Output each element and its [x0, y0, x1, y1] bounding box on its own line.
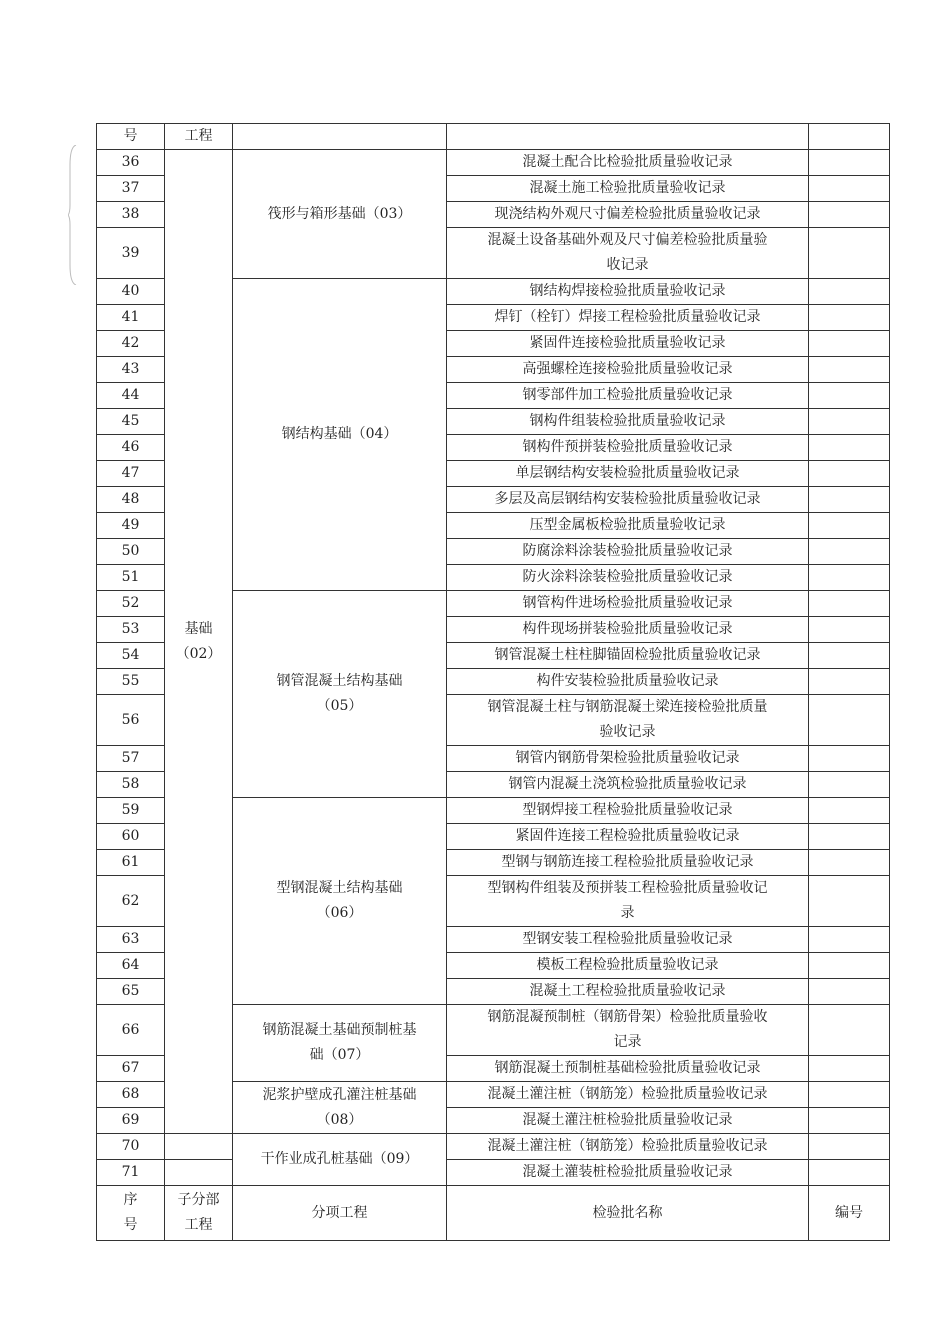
table-row	[97, 1134, 890, 1160]
seq-number-cell: 48	[97, 487, 165, 513]
batch-name-cell	[447, 953, 809, 979]
batch-name-cell	[447, 279, 809, 305]
cell-line: 记录	[613, 1034, 642, 1050]
code-cell	[809, 331, 890, 357]
table-row	[97, 150, 890, 176]
seq-number-cell: 53	[97, 617, 165, 643]
seq-number-cell: 60	[97, 824, 165, 850]
cell-line: 构件现场拼装检验批质量验收记录	[522, 621, 733, 637]
batch-name-cell	[447, 487, 809, 513]
cell-line: 基础	[184, 620, 213, 637]
batch-name-cell	[447, 927, 809, 953]
code-cell	[809, 176, 890, 202]
code-cell	[809, 357, 890, 383]
batch-name-cell	[447, 461, 809, 487]
seq-number-cell: 52	[97, 591, 165, 617]
batch-name-cell	[447, 1056, 809, 1082]
batch-name-cell	[447, 383, 809, 409]
code-cell	[809, 1134, 890, 1160]
cell-line: 子分部	[177, 1192, 220, 1208]
batch-name-cell	[447, 357, 809, 383]
cell-line: 钢管构件进场检验批质量验收记录	[522, 595, 733, 611]
item-project-cell	[233, 591, 447, 798]
header-empty-cell	[233, 124, 447, 150]
code-cell	[809, 876, 890, 927]
seq-number-cell: 51	[97, 565, 165, 591]
seq-number-cell: 38	[97, 202, 165, 228]
cell-line: 构件安装检验批质量验收记录	[536, 673, 719, 689]
batch-name-cell	[447, 409, 809, 435]
code-cell	[809, 1082, 890, 1108]
batch-name-cell	[447, 1108, 809, 1134]
cell-line: 钢筋混凝预制桩（钢筋骨架）检验批质量验收	[487, 1009, 768, 1025]
code-cell	[809, 409, 890, 435]
batch-name-cell	[447, 1005, 809, 1056]
table-row	[97, 1160, 890, 1186]
seq-number-cell: 42	[97, 331, 165, 357]
batch-name-cell	[447, 617, 809, 643]
seq-number-cell: 54	[97, 643, 165, 669]
header-empty-cell	[447, 124, 809, 150]
code-cell	[809, 202, 890, 228]
seq-number-cell: 55	[97, 669, 165, 695]
code-cell	[809, 461, 890, 487]
footer-seq-cell	[97, 1186, 165, 1241]
cell-line: 钢管混凝土柱柱脚锚固检验批质量验收记录	[494, 647, 761, 663]
cell-line: 钢管混凝土柱与钢筋混凝土梁连接检验批质量	[487, 699, 768, 715]
cell-line: 高强螺栓连接检验批质量验收记录	[522, 361, 733, 377]
seq-number-cell: 62	[97, 876, 165, 927]
seq-number-cell: 64	[97, 953, 165, 979]
batch-name-cell	[447, 798, 809, 824]
batch-name-cell	[447, 746, 809, 772]
cell-line: 钢管混凝土结构基础	[276, 673, 403, 689]
header-sub-cell: 工程	[165, 124, 233, 150]
subdivision-cell-empty	[165, 1160, 233, 1186]
seq-number-cell: 71	[97, 1160, 165, 1186]
code-cell	[809, 565, 890, 591]
footer-item-cell: 分项工程	[233, 1186, 447, 1241]
header-seq-cell: 号	[97, 124, 165, 150]
item-project-cell	[233, 150, 447, 279]
cell-line: 工程	[184, 1217, 213, 1233]
cell-line: 混凝土灌装桩检验批质量验收记录	[522, 1164, 733, 1180]
cell-line: 混凝土施工检验批质量验收记录	[529, 180, 726, 196]
cell-line: 混凝土灌注桩检验批质量验收记录	[522, 1112, 733, 1128]
seq-number-cell: 41	[97, 305, 165, 331]
batch-name-cell	[447, 772, 809, 798]
subdivision-cell	[165, 150, 233, 1134]
seq-number-cell: 50	[97, 539, 165, 565]
item-project-cell	[233, 1082, 447, 1134]
item-project-cell	[233, 279, 447, 591]
inspection-batch-table	[96, 123, 890, 1241]
code-cell	[809, 1160, 890, 1186]
seq-number-cell: 65	[97, 979, 165, 1005]
cell-line: 钢结构基础（04）	[281, 426, 398, 442]
batch-name-cell	[447, 876, 809, 927]
cell-line: 钢构件组装检验批质量验收记录	[529, 413, 726, 429]
code-cell	[809, 1108, 890, 1134]
batch-name-cell	[447, 1134, 809, 1160]
cell-line: 混凝土设备基础外观及尺寸偏差检验批质量验	[487, 232, 768, 248]
seq-number-cell: 43	[97, 357, 165, 383]
batch-name-cell	[447, 202, 809, 228]
cell-line: 混凝土灌注桩（钢筋笼）检验批质量验收记录	[487, 1138, 768, 1154]
code-cell	[809, 772, 890, 798]
seq-number-cell: 49	[97, 513, 165, 539]
cell-line: 型钢构件组装及预拼装工程检验批质量验收记	[487, 880, 768, 896]
seq-number-cell: 46	[97, 435, 165, 461]
code-cell	[809, 850, 890, 876]
cell-line: 单层钢结构安装检验批质量验收记录	[515, 465, 740, 481]
cell-line: 录	[620, 905, 635, 921]
seq-number-cell: 39	[97, 228, 165, 279]
batch-name-cell	[447, 850, 809, 876]
batch-name-cell	[447, 331, 809, 357]
code-cell	[809, 927, 890, 953]
partial-header-row	[97, 124, 890, 150]
batch-name-cell	[447, 176, 809, 202]
code-cell	[809, 746, 890, 772]
code-cell	[809, 435, 890, 461]
seq-number-cell: 44	[97, 383, 165, 409]
cell-line: 焊钉（栓钉）焊接工程检验批质量验收记录	[494, 309, 761, 325]
cell-line: 干作业成孔桩基础（09）	[260, 1151, 419, 1167]
item-project-cell	[233, 1134, 447, 1186]
cell-line: 现浇结构外观尺寸偏差检验批质量验收记录	[494, 206, 761, 222]
code-cell	[809, 591, 890, 617]
code-cell	[809, 1056, 890, 1082]
seq-number-cell: 67	[97, 1056, 165, 1082]
cell-line: 防火涂料涂装检验批质量验收记录	[522, 569, 733, 585]
cell-line: 型钢与钢筋连接工程检验批质量验收记录	[501, 854, 754, 870]
cell-line: 号	[123, 1217, 138, 1233]
cell-line: 钢管内混凝土浇筑检验批质量验收记录	[508, 776, 747, 792]
code-cell	[809, 617, 890, 643]
seq-number-cell: 66	[97, 1005, 165, 1056]
cell-line: 钢筋混凝土预制桩基础检验批质量验收记录	[494, 1060, 761, 1076]
code-cell	[809, 824, 890, 850]
cell-line: （08）	[316, 1111, 363, 1128]
code-cell	[809, 1005, 890, 1056]
seq-number-cell: 68	[97, 1082, 165, 1108]
batch-name-cell	[447, 150, 809, 176]
seq-number-cell: 59	[97, 798, 165, 824]
seq-number-cell: 45	[97, 409, 165, 435]
header-empty-cell	[809, 124, 890, 150]
cell-line: 型钢混凝土结构基础	[276, 880, 403, 896]
cell-line: 紧固件连接工程检验批质量验收记录	[515, 828, 740, 844]
cell-line: （06）	[316, 905, 363, 921]
seq-number-cell: 69	[97, 1108, 165, 1134]
cell-line: 钢零部件加工检验批质量验收记录	[522, 387, 733, 403]
batch-name-cell	[447, 591, 809, 617]
footer-batch-cell: 检验批名称	[447, 1186, 809, 1241]
seq-number-cell: 56	[97, 695, 165, 746]
code-cell	[809, 695, 890, 746]
seq-number-cell: 37	[97, 176, 165, 202]
code-cell	[809, 979, 890, 1005]
cell-line: 混凝土灌注桩（钢筋笼）检验批质量验收记录	[487, 1086, 768, 1102]
cell-line: 模板工程检验批质量验收记录	[536, 957, 719, 973]
seq-number-cell: 70	[97, 1134, 165, 1160]
cell-line: 钢构件预拼装检验批质量验收记录	[522, 439, 733, 455]
footer-code-cell: 编号	[809, 1186, 890, 1241]
item-project-cell	[233, 1005, 447, 1082]
seq-number-cell: 40	[97, 279, 165, 305]
code-cell	[809, 279, 890, 305]
cell-line: 收记录	[606, 257, 649, 273]
margin-brace-mark	[68, 145, 78, 285]
code-cell	[809, 953, 890, 979]
cell-line: 钢筋混凝土基础预制桩基	[262, 1022, 417, 1038]
batch-name-cell	[447, 565, 809, 591]
cell-line: 钢结构焊接检验批质量验收记录	[529, 283, 726, 299]
batch-name-cell	[447, 695, 809, 746]
batch-name-cell	[447, 979, 809, 1005]
seq-number-cell: 63	[97, 927, 165, 953]
seq-number-cell: 36	[97, 150, 165, 176]
code-cell	[809, 539, 890, 565]
cell-line: 多层及高层钢结构安装检验批质量验收记录	[494, 491, 761, 507]
cell-line: 防腐涂料涂装检验批质量验收记录	[522, 543, 733, 559]
batch-name-cell	[447, 643, 809, 669]
subdivision-cell-empty	[165, 1134, 233, 1160]
cell-line: 泥浆护壁成孔灌注桩基础	[262, 1086, 417, 1103]
batch-name-cell	[447, 824, 809, 850]
batch-name-cell	[447, 305, 809, 331]
batch-name-cell	[447, 435, 809, 461]
cell-line: （02）	[175, 645, 222, 662]
code-cell	[809, 305, 890, 331]
batch-name-cell	[447, 539, 809, 565]
cell-line: 混凝土配合比检验批质量验收记录	[522, 154, 733, 170]
cell-line: 型钢安装工程检验批质量验收记录	[522, 931, 733, 947]
cell-line: 筏形与箱形基础（03）	[267, 205, 412, 222]
code-cell	[809, 798, 890, 824]
code-cell	[809, 487, 890, 513]
seq-number-cell: 47	[97, 461, 165, 487]
code-cell	[809, 383, 890, 409]
cell-line: 压型金属板检验批质量验收记录	[529, 517, 726, 533]
cell-line: 验收记录	[599, 724, 656, 740]
cell-line: （05）	[316, 698, 363, 714]
cell-line: 序	[123, 1192, 138, 1208]
batch-name-cell	[447, 513, 809, 539]
code-cell	[809, 513, 890, 539]
cell-line: 混凝土工程检验批质量验收记录	[529, 983, 726, 999]
code-cell	[809, 150, 890, 176]
batch-name-cell	[447, 669, 809, 695]
cell-line: 础（07）	[309, 1047, 370, 1063]
cell-line: 钢管内钢筋骨架检验批质量验收记录	[515, 750, 740, 766]
seq-number-cell: 57	[97, 746, 165, 772]
seq-number-cell: 58	[97, 772, 165, 798]
item-project-cell	[233, 798, 447, 1005]
footer-subdivision-cell	[165, 1186, 233, 1241]
batch-name-cell	[447, 1082, 809, 1108]
cell-line: 型钢焊接工程检验批质量验收记录	[522, 802, 733, 818]
batch-name-cell	[447, 1160, 809, 1186]
code-cell	[809, 643, 890, 669]
code-cell	[809, 228, 890, 279]
table-footer-header-row	[97, 1186, 890, 1241]
cell-line: 紧固件连接检验批质量验收记录	[529, 335, 726, 351]
code-cell	[809, 669, 890, 695]
batch-name-cell	[447, 228, 809, 279]
seq-number-cell: 61	[97, 850, 165, 876]
